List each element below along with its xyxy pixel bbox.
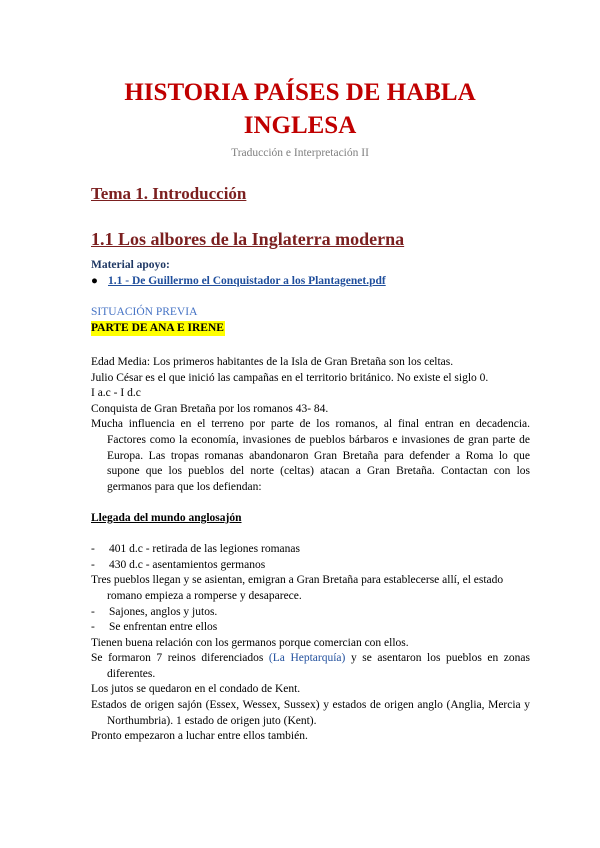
title-line-1: HISTORIA PAÍSES DE HABLA [124,79,476,106]
list-item-text: Sajones, anglos y jutos. [109,605,218,618]
dash-icon: - [91,605,95,618]
situacion-previa-heading: SITUACIÓN PREVIA [91,306,198,318]
list-item [91,605,530,621]
paragraph-text: Se formaron 7 reinos diferenciados [91,652,269,665]
dash-icon: - [91,558,95,571]
paragraph: Mucha influencia en el terreno por parte de los romanos, al final entran en decadencia. Factores como la economía, invasiones de pueblos bárbaros e invasiones de gran parte de Europa. Las tropas romanas abandonaron Gran Bretaña para defender a Roma lo que supone que los pueblos del norte (celtas) atacan a Gran Bretaña. Contactan con los germanos para que los defiendan: [91,418,530,493]
material-list [91,275,386,287]
heptarquia-link[interactable]: (La Heptarquía) [268,652,346,665]
list-item-text: 401 d.c - retirada de las legiones romanas [109,543,300,556]
list-item-text: Se enfrentan entre ellos [109,621,218,634]
paragraph-text: y se asentaron los pueblos en zonas diferentes. [107,652,530,680]
paragraph: Pronto empezaron a luchar entre ellos también. [91,730,308,743]
paragraph: I a.c - I d.c [91,387,141,400]
list-item-text: 430 d.c - asentamientos germanos [109,558,266,571]
section-heading: 1.1 Los albores de la Inglaterra moderna [91,229,405,249]
document-title [0,76,600,142]
list-item [91,542,530,558]
paragraph: Los jutos se quedaron en el condado de Kent. [91,683,301,696]
material-label: Material apoyo: [91,259,170,271]
bullet-icon: ● [91,275,98,287]
paragraph [91,651,530,682]
list-item [91,620,530,636]
tema-heading: Tema 1. Introducción [91,184,247,203]
paragraph: Edad Media: Los primeros habitantes de la Isla de Gran Bretaña son los celtas. [91,356,454,368]
list-item [91,558,530,574]
paragraph: Estados de origen sajón (Essex, Wessex, Sussex) y estados de origen anglo (Anglia, Mercia y Northumbria). 1 estado de origen juto (Kent). [91,699,530,727]
paragraph: Julio César es el que inició las campañas en el territorio británico. No existe el siglo 0. [91,371,489,384]
dash-icon: - [91,621,95,634]
material-pdf-link[interactable]: 1.1 - De Guillermo el Conquistador a los Plantagenet.pdf [108,275,386,287]
body-text [91,355,530,745]
list-item [91,275,386,287]
paragraph: Tres pueblos llegan y se asientan, emigran a Gran Bretaña para establecerse allí, el estado romano empieza a romperse y desaparece. [91,574,504,602]
title-line-2: INGLESA [243,112,357,139]
subtitle: Traducción e Interpretación II [231,147,369,159]
highlighted-note: PARTE DE ANA E IRENE [91,322,224,334]
llegada-heading: Llegada del mundo anglosajón [91,511,242,524]
dash-icon: - [91,543,95,556]
paragraph: Tienen buena relación con los germanos porque comercian con ellos. [91,636,409,649]
paragraph: Conquista de Gran Bretaña por los romanos 43- 84. [91,402,329,415]
